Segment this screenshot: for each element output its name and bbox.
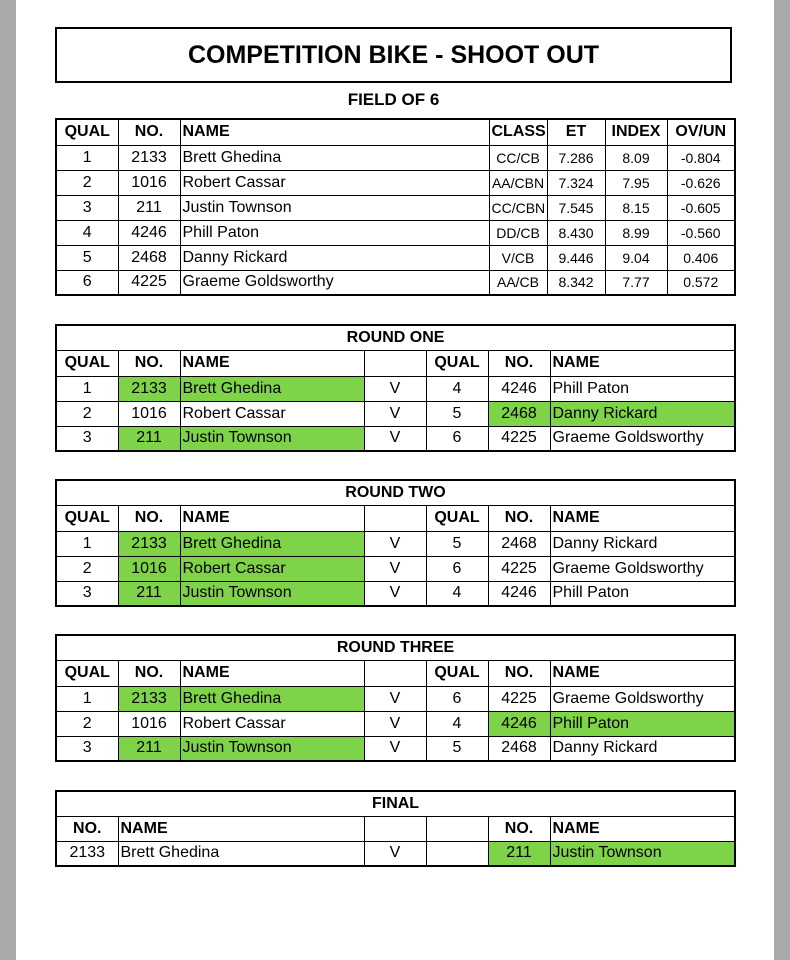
col-qual-right: QUAL [426,350,488,376]
left-qual: 1 [56,686,118,711]
qual-cell: 5 [56,245,118,270]
index-cell: 7.95 [605,170,667,195]
col-no: NO. [118,350,180,376]
et-cell: 7.545 [547,195,605,220]
col-class: CLASS [489,119,547,145]
right-qual: 5 [426,736,488,761]
col-name-right: NAME [550,660,735,686]
index-cell: 8.99 [605,220,667,245]
match-row [56,376,735,401]
col-no-right: NO. [488,350,550,376]
col-vs-blank [364,350,426,376]
right-name: Graeme Goldsworthy [550,686,735,711]
round-title-row [56,480,735,505]
left-name: Robert Cassar [180,556,364,581]
col-vs-blank [364,660,426,686]
round-table-2 [55,479,736,607]
vs-cell: V [364,531,426,556]
final-left-number: 2133 [56,841,118,866]
table-row [56,245,735,270]
vs-cell: V [364,711,426,736]
index-cell: 7.77 [605,270,667,295]
col-et: ET [547,119,605,145]
col-no-right: NO. [488,660,550,686]
left-qual: 1 [56,376,118,401]
left-qual: 3 [56,581,118,606]
right-qual: 4 [426,581,488,606]
round-title-row [56,325,735,350]
name-cell: Justin Townson [180,195,489,220]
left-number: 211 [118,426,180,451]
col-no-right: NO. [488,505,550,531]
round-header-row [56,505,735,531]
vs-cell: V [364,736,426,761]
left-number: 211 [118,736,180,761]
col-ovun: OV/UN [667,119,735,145]
left-qual: 1 [56,531,118,556]
col-name-right: NAME [550,350,735,376]
right-name: Danny Rickard [550,531,735,556]
right-qual: 6 [426,426,488,451]
table-row [56,220,735,245]
results-sheet [16,0,774,960]
col-qual: QUAL [56,660,118,686]
et-cell: 9.446 [547,245,605,270]
left-name: Robert Cassar [180,401,364,426]
vs-cell: V [364,556,426,581]
right-qual: 5 [426,531,488,556]
final-col-spacer [426,816,488,841]
final-vs: V [364,841,426,866]
left-qual: 3 [56,736,118,761]
round-header-row [56,660,735,686]
match-row [56,736,735,761]
right-number: 4246 [488,376,550,401]
final-left-name: Brett Ghedina [118,841,364,866]
ovun-cell: 0.406 [667,245,735,270]
final-col-name: NAME [118,816,364,841]
final-right-name: Justin Townson [550,841,735,866]
left-number: 1016 [118,556,180,581]
left-qual: 2 [56,556,118,581]
class-cell: DD/CB [489,220,547,245]
left-name: Brett Ghedina [180,531,364,556]
col-qual: QUAL [56,119,118,145]
left-number: 1016 [118,401,180,426]
match-row [56,686,735,711]
qual-cell: 1 [56,145,118,170]
col-name: NAME [180,119,489,145]
table-row [56,170,735,195]
ovun-cell: -0.605 [667,195,735,220]
table-row [56,195,735,220]
final-table [55,790,736,867]
vs-cell: V [364,686,426,711]
right-number: 2468 [488,531,550,556]
col-qual-right: QUAL [426,505,488,531]
page-title: COMPETITION BIKE - SHOOT OUT [55,27,732,83]
right-name: Phill Paton [550,376,735,401]
ovun-cell: -0.626 [667,170,735,195]
left-number: 2133 [118,376,180,401]
right-qual: 5 [426,401,488,426]
vs-cell: V [364,581,426,606]
vs-cell: V [364,426,426,451]
final-header-row [56,816,735,841]
vs-cell: V [364,376,426,401]
name-cell: Phill Paton [180,220,489,245]
match-row [56,531,735,556]
qual-cell: 4 [56,220,118,245]
ovun-cell: -0.804 [667,145,735,170]
round-header-row [56,350,735,376]
col-name-right: NAME [550,505,735,531]
col-no: NO. [118,119,180,145]
right-number: 4246 [488,711,550,736]
right-qual: 6 [426,556,488,581]
vs-cell: V [364,401,426,426]
left-name: Brett Ghedina [180,376,364,401]
et-cell: 7.324 [547,170,605,195]
right-qual: 6 [426,686,488,711]
round-title: ROUND ONE [56,325,735,350]
left-name: Brett Ghedina [180,686,364,711]
number-cell: 1016 [118,170,180,195]
left-qual: 3 [56,426,118,451]
match-row [56,401,735,426]
name-cell: Brett Ghedina [180,145,489,170]
ovun-cell: 0.572 [667,270,735,295]
qual-cell: 2 [56,170,118,195]
col-no: NO. [118,660,180,686]
final-spacer [426,841,488,866]
right-name: Danny Rickard [550,401,735,426]
number-cell: 211 [118,195,180,220]
round-title-row [56,635,735,660]
qual-cell: 3 [56,195,118,220]
col-name: NAME [180,350,364,376]
col-no: NO. [118,505,180,531]
right-qual: 4 [426,711,488,736]
final-col-name-right: NAME [550,816,735,841]
right-name: Graeme Goldsworthy [550,426,735,451]
final-right-number: 211 [488,841,550,866]
final-match-row [56,841,735,866]
class-cell: AA/CB [489,270,547,295]
name-cell: Danny Rickard [180,245,489,270]
index-cell: 9.04 [605,245,667,270]
match-row [56,426,735,451]
number-cell: 2133 [118,145,180,170]
name-cell: Graeme Goldsworthy [180,270,489,295]
field-table [55,118,736,296]
table-row [56,270,735,295]
field-subtitle: FIELD OF 6 [347,90,440,109]
right-qual: 4 [426,376,488,401]
right-name: Phill Paton [550,581,735,606]
left-qual: 2 [56,711,118,736]
right-number: 4246 [488,581,550,606]
match-row [56,581,735,606]
final-col-vs-blank [364,816,426,841]
right-name: Phill Paton [550,711,735,736]
field-body [56,145,735,295]
left-name: Justin Townson [180,736,364,761]
table-row [56,145,735,170]
right-name: Graeme Goldsworthy [550,556,735,581]
class-cell: AA/CBN [489,170,547,195]
et-cell: 7.286 [547,145,605,170]
right-name: Danny Rickard [550,736,735,761]
col-name: NAME [180,660,364,686]
col-index: INDEX [605,119,667,145]
match-row [56,556,735,581]
left-number: 1016 [118,711,180,736]
left-number: 2133 [118,686,180,711]
left-name: Robert Cassar [180,711,364,736]
right-number: 2468 [488,736,550,761]
class-cell: CC/CB [489,145,547,170]
round-table-3 [55,634,736,762]
col-qual: QUAL [56,350,118,376]
left-number: 2133 [118,531,180,556]
field-header-row [56,119,735,145]
final-title-row [56,791,735,816]
et-cell: 8.342 [547,270,605,295]
left-qual: 2 [56,401,118,426]
final-col-no: NO. [56,816,118,841]
left-name: Justin Townson [180,426,364,451]
class-cell: CC/CBN [489,195,547,220]
ovun-cell: -0.560 [667,220,735,245]
left-number: 211 [118,581,180,606]
class-cell: V/CB [489,245,547,270]
round-title: ROUND TWO [56,480,735,505]
match-row [56,711,735,736]
right-number: 2468 [488,401,550,426]
number-cell: 4225 [118,270,180,295]
qual-cell: 6 [56,270,118,295]
left-name: Justin Townson [180,581,364,606]
round-table-1 [55,324,736,452]
right-number: 4225 [488,686,550,711]
number-cell: 4246 [118,220,180,245]
col-vs-blank [364,505,426,531]
number-cell: 2468 [118,245,180,270]
final-col-no-right: NO. [488,816,550,841]
right-number: 4225 [488,426,550,451]
name-cell: Robert Cassar [180,170,489,195]
col-name: NAME [180,505,364,531]
index-cell: 8.09 [605,145,667,170]
round-title: ROUND THREE [56,635,735,660]
col-qual: QUAL [56,505,118,531]
col-qual-right: QUAL [426,660,488,686]
index-cell: 8.15 [605,195,667,220]
et-cell: 8.430 [547,220,605,245]
right-number: 4225 [488,556,550,581]
final-title: FINAL [56,791,735,816]
